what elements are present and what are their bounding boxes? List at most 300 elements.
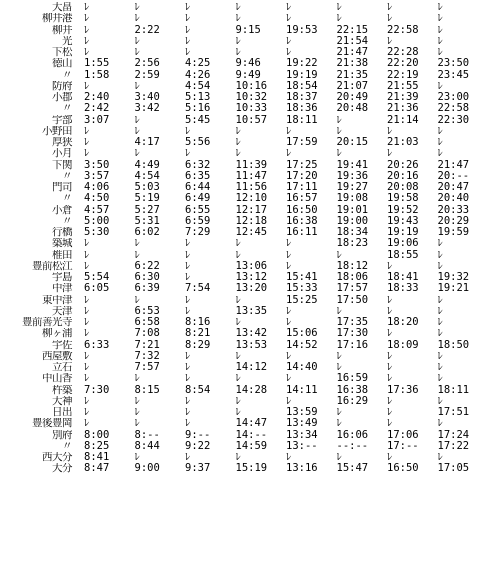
time-cell: 14:47	[235, 418, 268, 430]
time-cell: 17:24	[437, 429, 470, 441]
time-cell: ﾚ	[235, 407, 241, 418]
time-cell: 22:20	[387, 58, 419, 70]
station-name: 下関	[52, 159, 72, 171]
time-cell: ﾚ	[437, 373, 443, 385]
station-name: 中山香	[42, 373, 72, 385]
time-cell: ﾚ	[437, 294, 443, 306]
time-cell: 19:21	[437, 283, 470, 295]
time-cell: 3:07	[84, 114, 110, 126]
time-cell: 17:30	[336, 328, 369, 340]
time-cell: 17:06	[387, 429, 419, 441]
time-cell: ﾚ	[336, 362, 342, 373]
time-cell: 8:44	[134, 440, 160, 452]
time-cell: 17:16	[336, 339, 369, 351]
time-cell: 8:54	[185, 384, 211, 396]
time-cell: 4:50	[84, 193, 110, 205]
time-cell: 3:40	[134, 92, 160, 103]
time-cell: 18:20	[387, 317, 419, 328]
time-cell: 3:42	[134, 103, 160, 115]
time-cell: ﾚ	[84, 249, 90, 261]
time-cell: 14:--	[235, 429, 268, 441]
time-cell: 9:49	[235, 69, 261, 81]
time-cell: 19:41	[336, 159, 369, 171]
time-cell: ﾚ	[387, 148, 393, 160]
time-cell: 6:02	[134, 227, 160, 238]
time-cell: 21:54	[336, 35, 369, 47]
time-cell: ﾚ	[134, 407, 140, 418]
time-cell: 19:59	[437, 227, 470, 238]
time-cell: ﾚ	[185, 350, 191, 362]
station-name: 大畠	[52, 2, 72, 13]
time-cell: 13:49	[286, 418, 318, 430]
time-cell: 5:54	[84, 272, 110, 283]
time-cell: 4:26	[185, 69, 211, 81]
time-cell: 18:41	[387, 272, 419, 283]
time-cell: 4:54	[185, 80, 211, 92]
time-cell: 13:59	[286, 407, 318, 418]
time-cell: ﾚ	[84, 35, 90, 47]
time-cell: 7:32	[134, 350, 160, 362]
time-cell: ﾚ	[185, 407, 191, 418]
time-cell: ﾚ	[134, 418, 140, 430]
time-cell: ﾚ	[387, 452, 393, 463]
time-cell: ﾚ	[437, 137, 443, 148]
time-cell: 6:32	[185, 159, 211, 171]
time-cell: ﾚ	[235, 2, 241, 13]
time-cell: ﾚ	[437, 80, 443, 92]
time-cell: 16:50	[387, 463, 419, 475]
time-cell: --:--	[336, 440, 369, 452]
time-cell: ﾚ	[134, 80, 140, 92]
time-cell: 7:30	[84, 384, 110, 396]
time-cell: 19:22	[286, 58, 318, 70]
time-cell: ﾚ	[185, 373, 191, 385]
time-cell: 12:10	[235, 193, 268, 205]
time-cell: ﾚ	[185, 35, 191, 47]
time-cell: 17:05	[437, 463, 470, 475]
time-cell: 17:--	[387, 440, 419, 452]
time-cell: 20:33	[437, 204, 470, 216]
time-cell: ﾚ	[235, 249, 241, 261]
time-cell: ﾚ	[387, 362, 393, 373]
time-cell: 5:16	[185, 103, 211, 115]
time-cell: 22:19	[387, 69, 419, 81]
time-cell: 5:13	[185, 92, 211, 103]
station-name: 杵築	[52, 384, 72, 396]
time-cell: ﾚ	[134, 294, 140, 306]
time-cell: 20:08	[387, 182, 419, 193]
time-cell: ﾚ	[437, 125, 443, 137]
time-cell: 20:--	[437, 170, 470, 182]
time-cell: 17:20	[286, 170, 318, 182]
time-cell: 5:30	[84, 227, 110, 238]
time-cell: 16:38	[286, 215, 318, 227]
time-cell: 19:58	[387, 193, 419, 205]
station-name: 行橋	[52, 227, 72, 238]
time-cell: ﾚ	[185, 260, 191, 272]
time-cell: 19:19	[387, 227, 419, 238]
time-cell: 4:06	[84, 182, 110, 193]
time-cell: 18:33	[387, 283, 419, 295]
time-cell: ﾚ	[84, 80, 90, 92]
time-cell: 6:35	[185, 170, 211, 182]
time-cell: ﾚ	[286, 47, 292, 58]
time-cell: ﾚ	[84, 125, 90, 137]
time-cell: 9:--	[185, 429, 211, 441]
time-cell: 8:16	[185, 317, 211, 328]
time-cell: 8:29	[185, 339, 211, 351]
time-cell: 19:00	[336, 215, 369, 227]
time-cell: 19:01	[336, 204, 369, 216]
time-cell: ﾚ	[84, 407, 90, 418]
time-cell: ﾚ	[84, 362, 90, 373]
time-cell: ﾚ	[437, 395, 443, 407]
time-cell: 6:58	[134, 317, 160, 328]
time-cell: ﾚ	[387, 260, 393, 272]
time-cell: 9:00	[134, 463, 160, 475]
time-cell: 13:12	[235, 272, 268, 283]
time-cell: 19:08	[336, 193, 369, 205]
station-name: 徳山	[52, 58, 72, 70]
time-cell: 8:15	[134, 384, 160, 396]
time-cell: 23:00	[437, 92, 470, 103]
time-cell: 2:42	[84, 103, 110, 115]
station-name: 〃	[62, 170, 72, 182]
time-cell: 18:11	[286, 114, 318, 126]
time-cell: ﾚ	[235, 238, 241, 250]
time-cell: 13:16	[286, 463, 318, 475]
station-name: 小郡	[52, 92, 72, 103]
time-cell: ﾚ	[84, 317, 90, 328]
time-cell: 4:54	[134, 170, 160, 182]
time-cell: 21:03	[387, 137, 419, 148]
time-cell: 16:57	[286, 193, 318, 205]
time-cell: 18:09	[387, 339, 419, 351]
time-cell: 18:54	[286, 80, 318, 92]
time-cell: ﾚ	[286, 452, 292, 463]
time-cell: ﾚ	[134, 452, 140, 463]
time-cell: 8:00	[84, 429, 110, 441]
time-cell: ﾚ	[84, 238, 90, 250]
time-cell: 20:47	[437, 182, 470, 193]
time-cell: 21:39	[387, 92, 419, 103]
time-cell: 5:27	[134, 204, 160, 216]
time-cell: ﾚ	[84, 305, 90, 317]
time-cell: 20:49	[336, 92, 369, 103]
time-cell: ﾚ	[286, 125, 292, 137]
time-cell: 8:41	[84, 452, 110, 463]
time-cell: 18:34	[336, 227, 369, 238]
time-cell: ﾚ	[387, 328, 393, 340]
station-name: 日出	[52, 407, 72, 418]
time-cell: ﾚ	[84, 395, 90, 407]
time-cell: ﾚ	[437, 238, 443, 250]
station-name: 築城	[52, 238, 72, 250]
time-cell: ﾚ	[134, 47, 140, 58]
time-cell: 22:28	[387, 47, 419, 58]
time-cell: ﾚ	[84, 418, 90, 430]
time-cell: ﾚ	[336, 249, 342, 261]
time-cell: 15:41	[286, 272, 318, 283]
time-cell: 16:06	[336, 429, 369, 441]
time-cell: ﾚ	[336, 114, 342, 126]
time-cell: ﾚ	[286, 373, 292, 385]
time-cell: 19:36	[336, 170, 369, 182]
time-cell: 14:11	[286, 384, 318, 396]
station-name: 門司	[52, 182, 72, 193]
time-cell: ﾚ	[185, 238, 191, 250]
time-cell: ﾚ	[235, 317, 241, 328]
station-name: 宇部	[52, 114, 72, 126]
station-name: 〃	[62, 103, 72, 115]
time-cell: 13:35	[235, 305, 268, 317]
station-name: 西大分	[42, 452, 72, 463]
time-cell: ﾚ	[235, 137, 241, 148]
time-cell: 19:27	[336, 182, 369, 193]
time-cell: 1:58	[84, 69, 110, 81]
time-cell: ﾚ	[84, 2, 90, 13]
time-cell: 21:55	[387, 80, 419, 92]
time-cell: 14:28	[235, 384, 268, 396]
time-cell: ﾚ	[134, 238, 140, 250]
time-cell: 2:40	[84, 92, 110, 103]
time-cell: ﾚ	[437, 260, 443, 272]
time-cell: ﾚ	[84, 148, 90, 160]
time-cell: 6:55	[185, 204, 211, 216]
time-cell: 7:54	[185, 283, 211, 295]
time-cell: 15:47	[336, 463, 369, 475]
station-name: 豊後豊岡	[32, 418, 72, 430]
time-cell: ﾚ	[84, 373, 90, 385]
time-cell: 13:20	[235, 283, 268, 295]
time-cell: ﾚ	[134, 249, 140, 261]
time-cell: ﾚ	[185, 294, 191, 306]
time-cell: ﾚ	[134, 114, 140, 126]
time-cell: ﾚ	[84, 13, 90, 25]
time-cell: 6:05	[84, 283, 110, 295]
time-cell: ﾚ	[437, 362, 443, 373]
time-cell: 17:57	[336, 283, 369, 295]
time-cell: 19:43	[387, 215, 419, 227]
time-cell: 16:29	[336, 395, 369, 407]
time-cell: 6:22	[134, 260, 160, 272]
time-cell: ﾚ	[286, 317, 292, 328]
time-cell: ﾚ	[336, 407, 342, 418]
time-cell: 10:16	[235, 80, 268, 92]
time-cell: 17:35	[336, 317, 369, 328]
time-cell: ﾚ	[84, 137, 90, 148]
time-cell: 21:14	[387, 114, 419, 126]
time-cell: 6:53	[134, 305, 160, 317]
station-name: 豊前善光寺	[22, 317, 72, 328]
station-name: 柳ヶ浦	[42, 328, 72, 340]
time-cell: 16:11	[286, 227, 318, 238]
time-cell: 6:59	[185, 215, 211, 227]
time-cell: ﾚ	[235, 373, 241, 385]
station-name: 東中津	[42, 294, 72, 306]
time-cell: 8:25	[84, 440, 110, 452]
time-cell: 17:11	[286, 182, 318, 193]
time-cell: ﾚ	[84, 260, 90, 272]
time-cell: 20:15	[336, 137, 369, 148]
time-cell: 17:50	[336, 294, 369, 306]
time-cell: 7:29	[185, 227, 211, 238]
time-cell: 6:49	[185, 193, 211, 205]
time-cell: ﾚ	[286, 395, 292, 407]
time-cell: ﾚ	[437, 47, 443, 58]
time-cell: ﾚ	[286, 249, 292, 261]
time-cell: 13:42	[235, 328, 268, 340]
time-cell: 6:39	[134, 283, 160, 295]
time-cell: 18:36	[286, 103, 318, 115]
time-cell: 14:52	[286, 339, 318, 351]
time-cell: 18:12	[336, 260, 369, 272]
time-cell: 4:25	[185, 58, 211, 70]
time-cell: 11:39	[235, 159, 268, 171]
time-cell: ﾚ	[235, 125, 241, 137]
time-cell: 17:51	[437, 407, 470, 418]
time-cell: ﾚ	[437, 13, 443, 25]
time-cell: 7:21	[134, 339, 160, 351]
time-cell: 20:48	[336, 103, 369, 115]
time-cell: 19:52	[387, 204, 419, 216]
time-cell: 23:45	[437, 69, 470, 81]
time-cell: ﾚ	[134, 148, 140, 160]
time-cell: 15:06	[286, 328, 318, 340]
time-cell: 2:56	[134, 58, 160, 70]
time-cell: ﾚ	[387, 13, 393, 25]
time-cell: 5:31	[134, 215, 160, 227]
time-cell: ﾚ	[185, 395, 191, 407]
time-cell: 19:19	[286, 69, 318, 81]
station-name: 別府	[52, 429, 72, 441]
time-cell: ﾚ	[286, 305, 292, 317]
time-cell: ﾚ	[286, 13, 292, 25]
time-cell: 20:40	[437, 193, 470, 205]
time-cell: ﾚ	[185, 148, 191, 160]
time-cell: 12:17	[235, 204, 268, 216]
station-name: 〃	[62, 440, 72, 452]
time-cell: 7:57	[134, 362, 160, 373]
time-cell: 21:38	[336, 58, 369, 70]
time-cell: ﾚ	[84, 294, 90, 306]
time-cell: 8:21	[185, 328, 211, 340]
time-cell: ﾚ	[185, 452, 191, 463]
time-cell: ﾚ	[286, 35, 292, 47]
time-cell: ﾚ	[84, 328, 90, 340]
time-cell: ﾚ	[235, 13, 241, 25]
station-name: 宇島	[52, 272, 72, 283]
time-cell: 16:59	[336, 373, 369, 385]
time-cell: 22:58	[437, 103, 470, 115]
time-cell: 19:32	[437, 272, 470, 283]
station-name: 防府	[52, 80, 72, 92]
station-name: 大神	[52, 395, 72, 407]
time-cell: ﾚ	[185, 362, 191, 373]
station-name: 立石	[52, 362, 72, 373]
time-cell: ﾚ	[134, 373, 140, 385]
time-cell: 21:47	[336, 47, 369, 58]
time-cell: 16:50	[286, 204, 318, 216]
time-cell: 6:30	[134, 272, 160, 283]
time-cell: 5:00	[84, 215, 110, 227]
time-cell: 12:18	[235, 215, 268, 227]
time-cell: ﾚ	[336, 418, 342, 430]
time-cell: 22:58	[387, 24, 419, 36]
time-cell: ﾚ	[336, 13, 342, 25]
time-cell: ﾚ	[437, 148, 443, 160]
time-cell: ﾚ	[387, 35, 393, 47]
station-name: 厚狭	[52, 137, 72, 148]
time-cell: 9:15	[235, 24, 261, 36]
time-cell: 10:33	[235, 103, 268, 115]
station-name: 天津	[52, 305, 72, 317]
time-cell: 6:33	[84, 339, 110, 351]
time-cell: 4:57	[84, 204, 110, 216]
time-cell: ﾚ	[286, 238, 292, 250]
time-cell: ﾚ	[185, 249, 191, 261]
station-name: 豊前松江	[32, 260, 72, 272]
time-cell: 17:22	[437, 440, 470, 452]
time-cell: ﾚ	[134, 395, 140, 407]
time-cell: 18:55	[387, 249, 419, 261]
time-cell: 2:22	[134, 24, 160, 36]
time-cell: 3:57	[84, 170, 110, 182]
station-name: 〃	[62, 193, 72, 205]
time-cell: ﾚ	[134, 35, 140, 47]
time-cell: 5:45	[185, 114, 211, 126]
time-cell: ﾚ	[387, 2, 393, 13]
time-cell: ﾚ	[387, 294, 393, 306]
time-cell: 21:35	[336, 69, 369, 81]
time-cell: 14:59	[235, 440, 268, 452]
time-cell: ﾚ	[235, 35, 241, 47]
time-cell: 20:26	[387, 159, 419, 171]
time-cell: ﾚ	[437, 418, 443, 430]
time-cell: ﾚ	[235, 350, 241, 362]
time-cell: 20:16	[387, 170, 419, 182]
station-name: 〃	[62, 215, 72, 227]
time-cell: 13:--	[286, 440, 318, 452]
station-name: 宇佐	[52, 339, 72, 351]
time-cell: 9:37	[185, 463, 211, 475]
time-cell: ﾚ	[387, 407, 393, 418]
time-cell: 3:50	[84, 159, 110, 171]
time-cell: 10:32	[235, 92, 268, 103]
time-cell: ﾚ	[185, 47, 191, 58]
time-cell: 18:11	[437, 384, 470, 396]
time-cell: 7:08	[134, 328, 160, 340]
time-cell: ﾚ	[185, 13, 191, 25]
time-cell: 18:06	[336, 272, 369, 283]
time-cell: ﾚ	[84, 24, 90, 36]
time-cell: 19:06	[387, 238, 419, 250]
time-cell: 5:56	[185, 137, 211, 148]
time-cell: 12:45	[235, 227, 268, 238]
time-cell: ﾚ	[336, 2, 342, 13]
time-cell: ﾚ	[387, 395, 393, 407]
time-cell: 21:07	[336, 80, 369, 92]
time-cell: ﾚ	[185, 24, 191, 36]
time-cell: 8:--	[134, 429, 160, 441]
time-cell: ﾚ	[134, 125, 140, 137]
time-cell: ﾚ	[387, 350, 393, 362]
time-cell: ﾚ	[336, 305, 342, 317]
time-cell: 2:59	[134, 69, 160, 81]
station-name: 西屋敷	[42, 350, 72, 362]
time-cell: 14:12	[235, 362, 268, 373]
time-cell: 17:25	[286, 159, 318, 171]
